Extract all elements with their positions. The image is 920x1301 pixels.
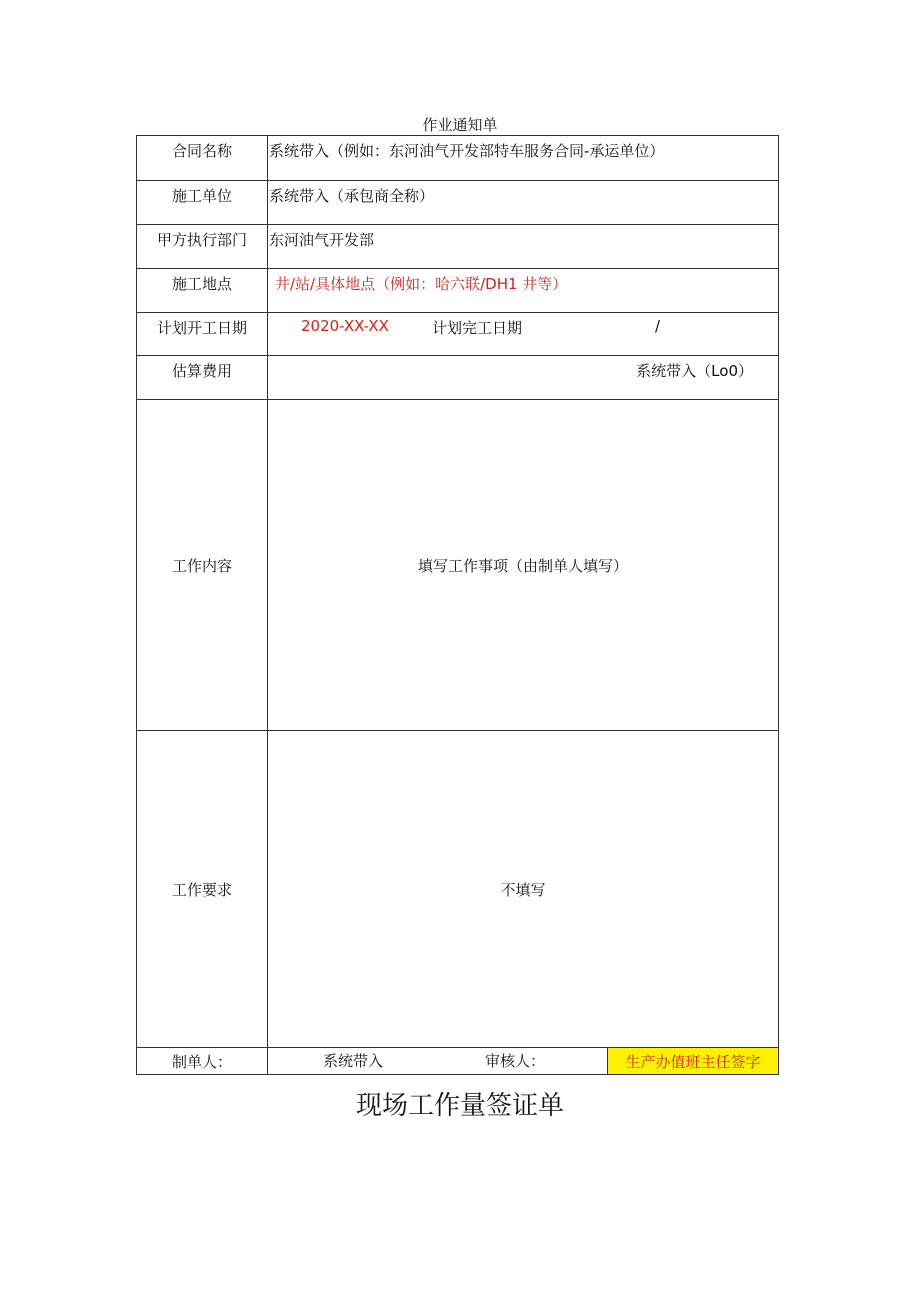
plan-start-label: 计划开工日期 [137,313,268,355]
plan-end-label: 计划完工日期 [432,319,523,337]
row-requirement [137,731,778,1048]
location-label: 施工地点 [137,269,268,312]
row-contract-name [137,136,778,181]
location-value[interactable]: 井/站/具体地点（例如：哈六联/DH1 井等） [275,275,568,293]
cost-value[interactable]: 系统带入（Lo0） [636,362,753,380]
requirement-value[interactable]: 不填写 [500,881,546,899]
row-location [137,269,778,313]
document-subtitle: 现场工作量签证单 [355,1091,564,1121]
row-cost [137,356,778,400]
content-value[interactable]: 填写工作事项（由制单人填写） [417,557,628,575]
content-label: 工作内容 [137,400,268,730]
row-content [137,400,778,731]
dept-value[interactable]: 东河油气开发部 [269,231,375,249]
reviewer-label: 审核人： [485,1052,546,1070]
plan-end-value[interactable]: / [655,317,661,335]
requirement-label: 工作要求 [137,731,268,1047]
contractor-label: 施工单位 [137,181,268,224]
work-notice-form [136,135,779,1075]
reviewer-signature[interactable]: 生产办值班主任签字 [607,1048,778,1074]
maker-value[interactable]: 系统带入 [323,1052,384,1070]
row-footer [137,1048,778,1074]
row-contractor [137,181,778,225]
contractor-value[interactable]: 系统带入（承包商全称） [269,187,435,205]
row-plan-dates [137,313,778,356]
document-title: 作业通知单 [422,116,498,134]
contract-name-value[interactable]: 系统带入（例如：东河油气开发部特车服务合同-承运单位） [269,142,665,160]
cost-label: 估算费用 [137,356,268,399]
plan-start-value[interactable]: 2020-XX-XX [301,317,389,335]
contract-name-label: 合同名称 [137,136,268,180]
row-dept [137,225,778,269]
dept-label: 甲方执行部门 [137,225,268,268]
maker-label: 制单人： [137,1048,268,1074]
